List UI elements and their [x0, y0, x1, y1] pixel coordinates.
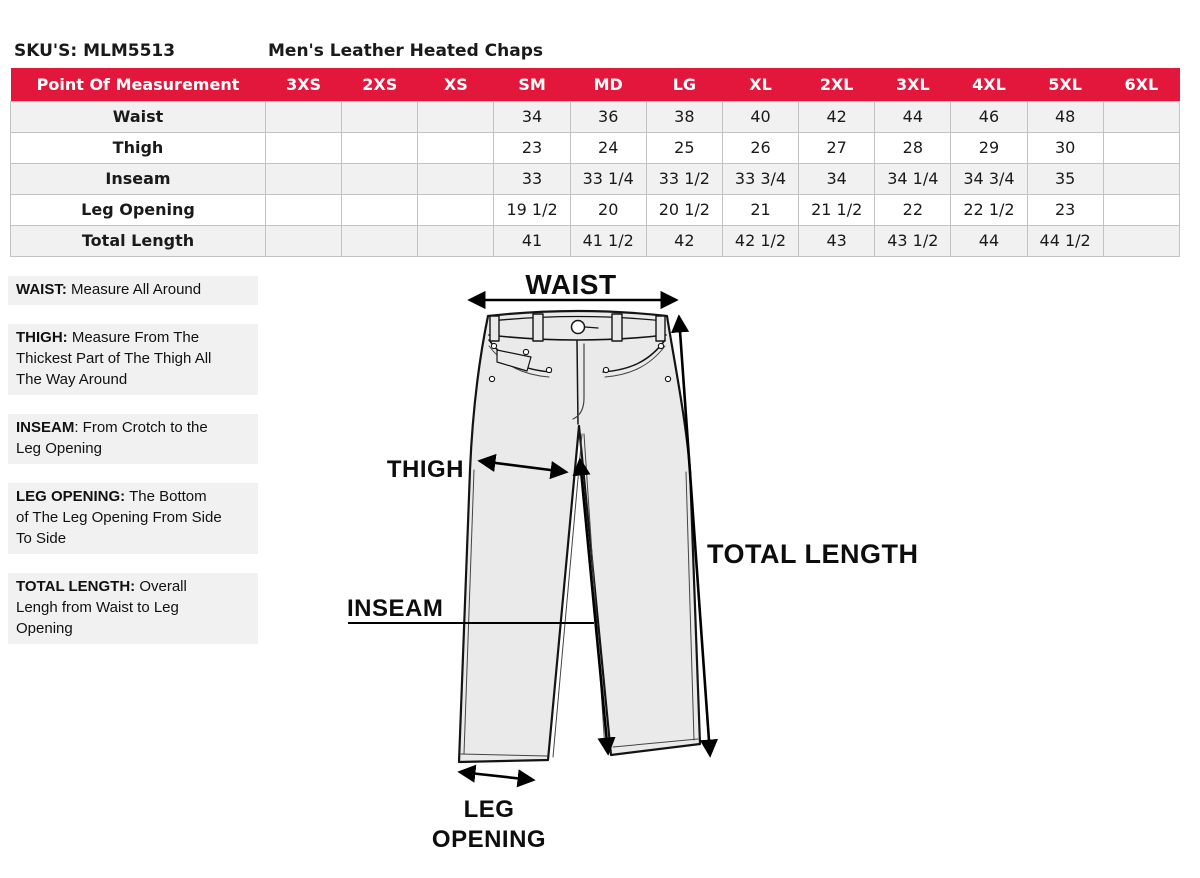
leg-opening-label-line2: OPENING: [431, 826, 547, 853]
size-value-cell: 46: [951, 101, 1027, 132]
definition-box-waist: [8, 276, 258, 305]
size-value-cell: 33 1/4: [570, 163, 646, 194]
total-length-label: TOTAL LENGTH: [707, 539, 919, 569]
size-value-cell: [342, 101, 418, 132]
size-value-cell: 41 1/2: [570, 225, 646, 256]
size-value-cell: [418, 225, 494, 256]
pants-drawing: [459, 311, 700, 762]
size-value-cell: 34 3/4: [951, 163, 1027, 194]
size-value-cell: 44: [875, 101, 951, 132]
size-value-cell: 26: [722, 132, 798, 163]
size-value-cell: [342, 225, 418, 256]
column-header-size: 3XS: [266, 68, 342, 101]
definition-term: WAIST:: [16, 281, 67, 298]
size-value-cell: 27: [799, 132, 875, 163]
measurement-definitions: [8, 276, 258, 663]
column-header-size: XL: [722, 68, 798, 101]
size-value-cell: [1103, 225, 1179, 256]
size-value-cell: 48: [1027, 101, 1103, 132]
waist-label: WAIST: [525, 269, 617, 300]
column-header-size: LG: [646, 68, 722, 101]
column-header-size: 2XS: [342, 68, 418, 101]
size-value-cell: [266, 132, 342, 163]
size-value-cell: 42: [646, 225, 722, 256]
size-value-cell: 42 1/2: [722, 225, 798, 256]
column-header-size: 4XL: [951, 68, 1027, 101]
size-value-cell: 21 1/2: [799, 194, 875, 225]
column-header-size: 3XL: [875, 68, 951, 101]
size-value-cell: 28: [875, 132, 951, 163]
definition-box-total-length: [8, 573, 258, 644]
size-value-cell: 41: [494, 225, 570, 256]
size-value-cell: 43 1/2: [875, 225, 951, 256]
row-label: Waist: [11, 101, 266, 132]
pants-measurement-diagram: [330, 262, 945, 862]
size-value-cell: 40: [722, 101, 798, 132]
size-value-cell: 22 1/2: [951, 194, 1027, 225]
table-row: [11, 225, 1180, 256]
size-value-cell: 30: [1027, 132, 1103, 163]
size-table: [10, 68, 1180, 257]
size-value-cell: [266, 225, 342, 256]
size-value-cell: 19 1/2: [494, 194, 570, 225]
size-value-cell: [342, 163, 418, 194]
size-value-cell: 33 3/4: [722, 163, 798, 194]
size-value-cell: [342, 132, 418, 163]
column-header-size: 2XL: [799, 68, 875, 101]
size-value-cell: [1103, 132, 1179, 163]
size-value-cell: [418, 163, 494, 194]
pants-silhouette: [459, 311, 700, 762]
table-row: [11, 194, 1180, 225]
size-value-cell: 42: [799, 101, 875, 132]
column-header-size: MD: [570, 68, 646, 101]
size-value-cell: 25: [646, 132, 722, 163]
definition-box-inseam: [8, 414, 258, 464]
definition-box-leg-opening: [8, 483, 258, 554]
waist-button: [572, 321, 585, 334]
row-label: Leg Opening: [11, 194, 266, 225]
column-header-measurement: Point Of Measurement: [11, 68, 266, 101]
size-value-cell: 21: [722, 194, 798, 225]
size-value-cell: 20: [570, 194, 646, 225]
row-label: Thigh: [11, 132, 266, 163]
definition-text: Overall Lengh from Waist to Leg Opening: [16, 578, 187, 637]
column-header-size: XS: [418, 68, 494, 101]
size-table-body: [11, 101, 1180, 256]
inseam-label: INSEAM: [347, 595, 444, 622]
size-value-cell: 22: [875, 194, 951, 225]
size-value-cell: [266, 194, 342, 225]
size-value-cell: [1103, 194, 1179, 225]
definition-text: : From Crotch to the Leg Opening: [16, 419, 208, 457]
size-value-cell: [1103, 163, 1179, 194]
table-row: [11, 132, 1180, 163]
size-value-cell: [1103, 101, 1179, 132]
size-value-cell: [418, 132, 494, 163]
size-value-cell: 34: [799, 163, 875, 194]
size-value-cell: 44 1/2: [1027, 225, 1103, 256]
thigh-label: THIGH: [386, 456, 464, 483]
leg-opening-arrow: [460, 772, 533, 780]
size-value-cell: 23: [494, 132, 570, 163]
table-row: [11, 101, 1180, 132]
size-value-cell: 35: [1027, 163, 1103, 194]
size-value-cell: [342, 194, 418, 225]
size-value-cell: 24: [570, 132, 646, 163]
size-table-header-row: [11, 68, 1180, 101]
column-header-size: SM: [494, 68, 570, 101]
column-header-size: 5XL: [1027, 68, 1103, 101]
size-value-cell: [418, 101, 494, 132]
definition-text: The Bottom of The Leg Opening From Side To Side: [16, 488, 222, 547]
definition-term: INSEAM: [16, 419, 75, 436]
size-value-cell: 36: [570, 101, 646, 132]
sku-label: SKU'S: MLM5513: [14, 41, 176, 61]
column-header-size: 6XL: [1103, 68, 1179, 101]
size-value-cell: 20 1/2: [646, 194, 722, 225]
definition-text: Measure From The Thickest Part of The Thigh All The Way Around: [16, 329, 212, 388]
row-label: Total Length: [11, 225, 266, 256]
size-value-cell: [418, 194, 494, 225]
size-value-cell: 44: [951, 225, 1027, 256]
size-value-cell: 38: [646, 101, 722, 132]
size-value-cell: 34 1/4: [875, 163, 951, 194]
definition-box-thigh: [8, 324, 258, 395]
fly-line: [577, 341, 578, 424]
size-value-cell: 34: [494, 101, 570, 132]
size-value-cell: [266, 101, 342, 132]
definition-term: THIGH:: [16, 329, 68, 346]
size-value-cell: 23: [1027, 194, 1103, 225]
size-value-cell: [266, 163, 342, 194]
size-value-cell: 43: [799, 225, 875, 256]
size-value-cell: 29: [951, 132, 1027, 163]
definition-term: LEG OPENING:: [16, 488, 126, 505]
product-title: Men's Leather Heated Chaps: [268, 41, 543, 61]
definition-term: TOTAL LENGTH:: [16, 578, 136, 595]
row-label: Inseam: [11, 163, 266, 194]
size-value-cell: 33 1/2: [646, 163, 722, 194]
definition-text: Measure All Around: [66, 281, 202, 298]
size-value-cell: 33: [494, 163, 570, 194]
table-row: [11, 163, 1180, 194]
leg-opening-label-line1: LEG: [463, 796, 515, 823]
